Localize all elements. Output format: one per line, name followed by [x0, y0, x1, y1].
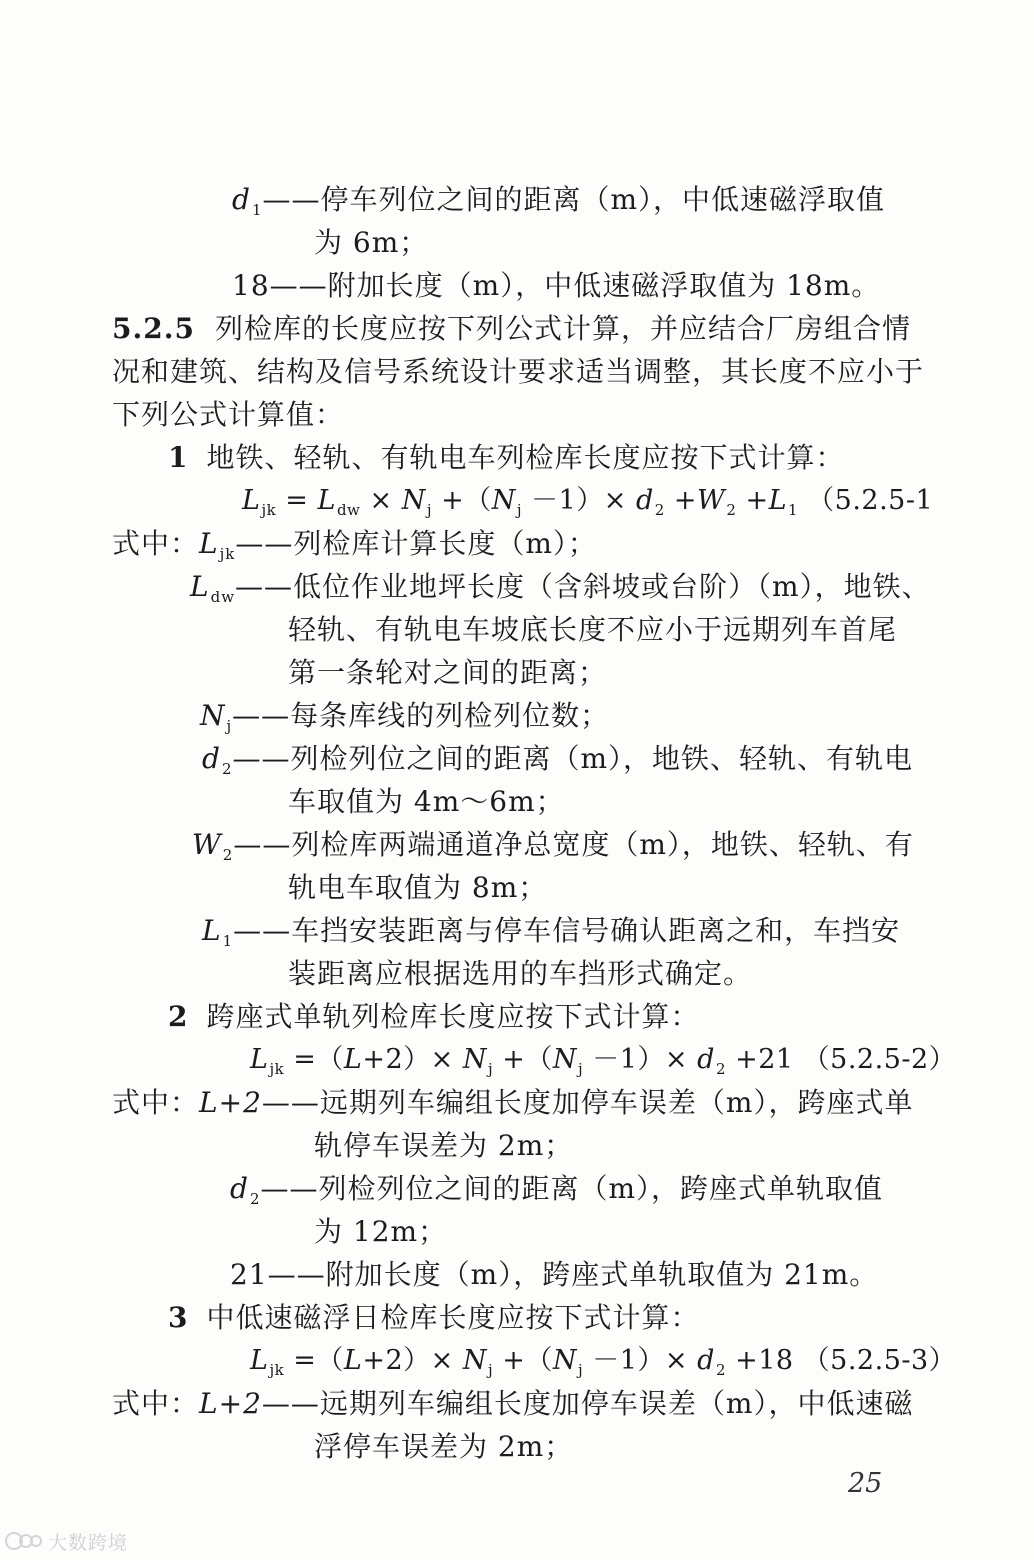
subscript: dw: [210, 588, 236, 606]
formula-5-2-5-1: [242, 481, 933, 530]
subscript: 1: [222, 932, 234, 950]
symbol-N: N: [462, 1345, 487, 1376]
definition-text: ——列检库计算长度（m）；: [235, 527, 597, 560]
definition-text: ——远期列车编组长度加停车误差（m），中低速磁: [261, 1387, 914, 1420]
definition-text: ——停车列位之间的距离（m），中低速磁浮取值: [262, 183, 886, 216]
l2-definition: [112, 1083, 913, 1123]
formula-op: +: [673, 485, 698, 516]
constant-number: 18: [232, 269, 270, 302]
where-label: 式中：: [112, 1387, 200, 1420]
watermark-text: 大数跨境: [48, 1531, 129, 1554]
formula-op: +2）×: [362, 1044, 454, 1075]
l1-definition-cont: 装距离应根据选用的车挡形式确定。: [288, 957, 753, 990]
subscript: j: [426, 501, 432, 519]
l3-definition-cont: 浮停车误差为 2m；: [314, 1430, 574, 1463]
subscript: jk: [269, 1060, 285, 1078]
item-number: 2: [168, 1000, 189, 1033]
symbol-N: N: [552, 1345, 577, 1376]
subscript: 2: [249, 1190, 261, 1208]
constant-18-definition: [232, 266, 880, 306]
subscript: jk: [219, 545, 236, 563]
section-5-2-5-line2: 况和建筑、结构及信号系统设计要求适当调整，其长度不应小于: [112, 355, 925, 388]
symbol-N: N: [462, 1044, 487, 1075]
formula-op: =: [285, 485, 309, 516]
definition-text: ——附加长度（m），跨座式单轨取值为 21m。: [267, 1258, 879, 1291]
formula-op: +（: [502, 1044, 553, 1075]
symbol-W: W: [192, 828, 222, 861]
formula-tag: （5.2.5-1: [807, 485, 934, 516]
where-label: 式中：: [112, 527, 200, 560]
formula-op: +（: [502, 1345, 553, 1376]
ldw-definition-cont1: 轻轨、有轨电车坡底长度不应小于远期列车首尾: [288, 613, 898, 646]
formula-op: －1）×: [531, 485, 627, 516]
formula-op: =（: [293, 1345, 344, 1376]
subscript: j: [488, 1361, 494, 1379]
symbol-L: L: [250, 1345, 269, 1376]
definition-text: ——远期列车编组长度加停车误差（m），跨座式单: [261, 1086, 914, 1119]
symbol-L: L: [250, 1044, 269, 1075]
formula-op: +18: [735, 1345, 794, 1376]
formula-op: ×: [369, 485, 393, 516]
d1-definition-cont: 为 6m；: [314, 226, 429, 259]
watermark-logo-icon: [4, 1529, 44, 1553]
symbol-L: L: [343, 1345, 363, 1376]
item-1-heading: [168, 438, 845, 478]
item-3-heading: [168, 1298, 700, 1338]
formula-5-2-5-2: [250, 1040, 956, 1089]
subscript: 2: [654, 501, 665, 519]
symbol-L: L: [199, 527, 219, 560]
subscript: jk: [261, 501, 277, 519]
section-number: 5.2.5: [112, 312, 195, 345]
definition-text: ——每条库线的列检列位数；: [232, 699, 610, 732]
section-text: 列检库的长度应按下列公式计算，并应结合厂房组合情: [214, 312, 911, 345]
subscript: j: [516, 501, 522, 519]
l2-definition-cont: 轨停车误差为 2m；: [314, 1129, 574, 1162]
formula-op: －1）×: [592, 1345, 689, 1376]
symbol-d: d: [230, 1172, 249, 1205]
symbol-d: d: [697, 1044, 715, 1075]
subscript: 2: [715, 1361, 726, 1379]
d2b-definition-cont: 为 12m；: [314, 1215, 448, 1248]
item-number: 1: [168, 441, 189, 474]
where-label: 式中：: [112, 1086, 200, 1119]
watermark: [4, 1526, 144, 1556]
constant-number: 21: [230, 1258, 268, 1291]
definition-text: ——车挡安装距离与停车信号确认距离之和，车挡安: [233, 914, 901, 947]
subscript: j: [578, 1060, 584, 1078]
item-text: 地铁、轻轨、有轨电车列检库长度应按下式计算：: [206, 441, 845, 474]
definition-text: ——列检库两端通道净总宽度（m），地铁、轻轨、有: [233, 828, 914, 861]
item-2-heading: [168, 997, 700, 1037]
subscript: dw: [336, 501, 361, 519]
subscript: 2: [715, 1060, 726, 1078]
l3-definition: [112, 1384, 913, 1424]
constant-21-definition: [230, 1255, 878, 1295]
symbol-L: L: [768, 485, 788, 516]
definition-text: ——列检列位之间的距离（m），跨座式单轨取值: [260, 1172, 884, 1205]
formula-op: +: [745, 485, 769, 516]
formula-op: +（: [441, 485, 492, 516]
page-number: 25: [848, 1468, 883, 1499]
formula-op: －1）×: [592, 1044, 689, 1075]
subscript: j: [578, 1361, 584, 1379]
subscript: 1: [788, 501, 799, 519]
formula-op: +2）×: [362, 1345, 454, 1376]
section-5-2-5-line3: 下列公式计算值：: [112, 398, 345, 431]
symbol-d: d: [232, 183, 251, 216]
item-text: 跨座式单轨列检库长度应按下式计算：: [206, 1000, 700, 1033]
subscript: 1: [251, 201, 263, 219]
symbol-L: L: [343, 1044, 363, 1075]
subscript: 2: [221, 760, 233, 778]
symbol-N: N: [401, 485, 426, 516]
formula-tag: （5.2.5-3）: [802, 1345, 957, 1376]
item-number: 3: [168, 1301, 189, 1334]
subscript: j: [226, 717, 233, 735]
formula-op: =（: [293, 1044, 344, 1075]
symbol-N: N: [552, 1044, 577, 1075]
definition-text: ——列检列位之间的距离（m），地铁、轻轨、有轨电: [232, 742, 914, 775]
item-text: 中低速磁浮日检库长度应按下式计算：: [206, 1301, 700, 1334]
symbol-L: L: [242, 485, 261, 516]
symbol-L-plus-2: L+2: [199, 1086, 262, 1119]
formula-op: +21: [735, 1044, 794, 1075]
subscript: j: [488, 1060, 494, 1078]
symbol-N: N: [200, 699, 226, 732]
subscript: jk: [269, 1361, 285, 1379]
definition-text: ——低位作业地坪长度（含斜坡或台阶）（m），地铁、: [235, 570, 931, 603]
w2-definition-cont: 轨电车取值为 8m；: [288, 871, 548, 904]
symbol-L: L: [317, 485, 336, 516]
symbol-N: N: [491, 485, 516, 516]
formula-tag: （5.2.5-2）: [802, 1044, 957, 1075]
subscript: 2: [726, 501, 737, 519]
symbol-L-plus-2: L+2: [199, 1387, 262, 1420]
definition-text: ——附加长度（m），中低速磁浮取值为 18m。: [269, 269, 881, 302]
symbol-L: L: [190, 570, 210, 603]
symbol-d: d: [202, 742, 221, 775]
formula-5-2-5-3: [250, 1341, 956, 1390]
subscript: 2: [222, 846, 234, 864]
symbol-L: L: [202, 914, 222, 947]
d2-definition-cont: 车取值为 4m～6m；: [288, 785, 565, 818]
section-5-2-5-line1: [112, 309, 911, 349]
symbol-d: d: [635, 485, 654, 516]
ldw-definition-cont2: 第一条轮对之间的距离；: [288, 656, 608, 689]
symbol-W: W: [697, 485, 726, 516]
symbol-d: d: [697, 1345, 715, 1376]
